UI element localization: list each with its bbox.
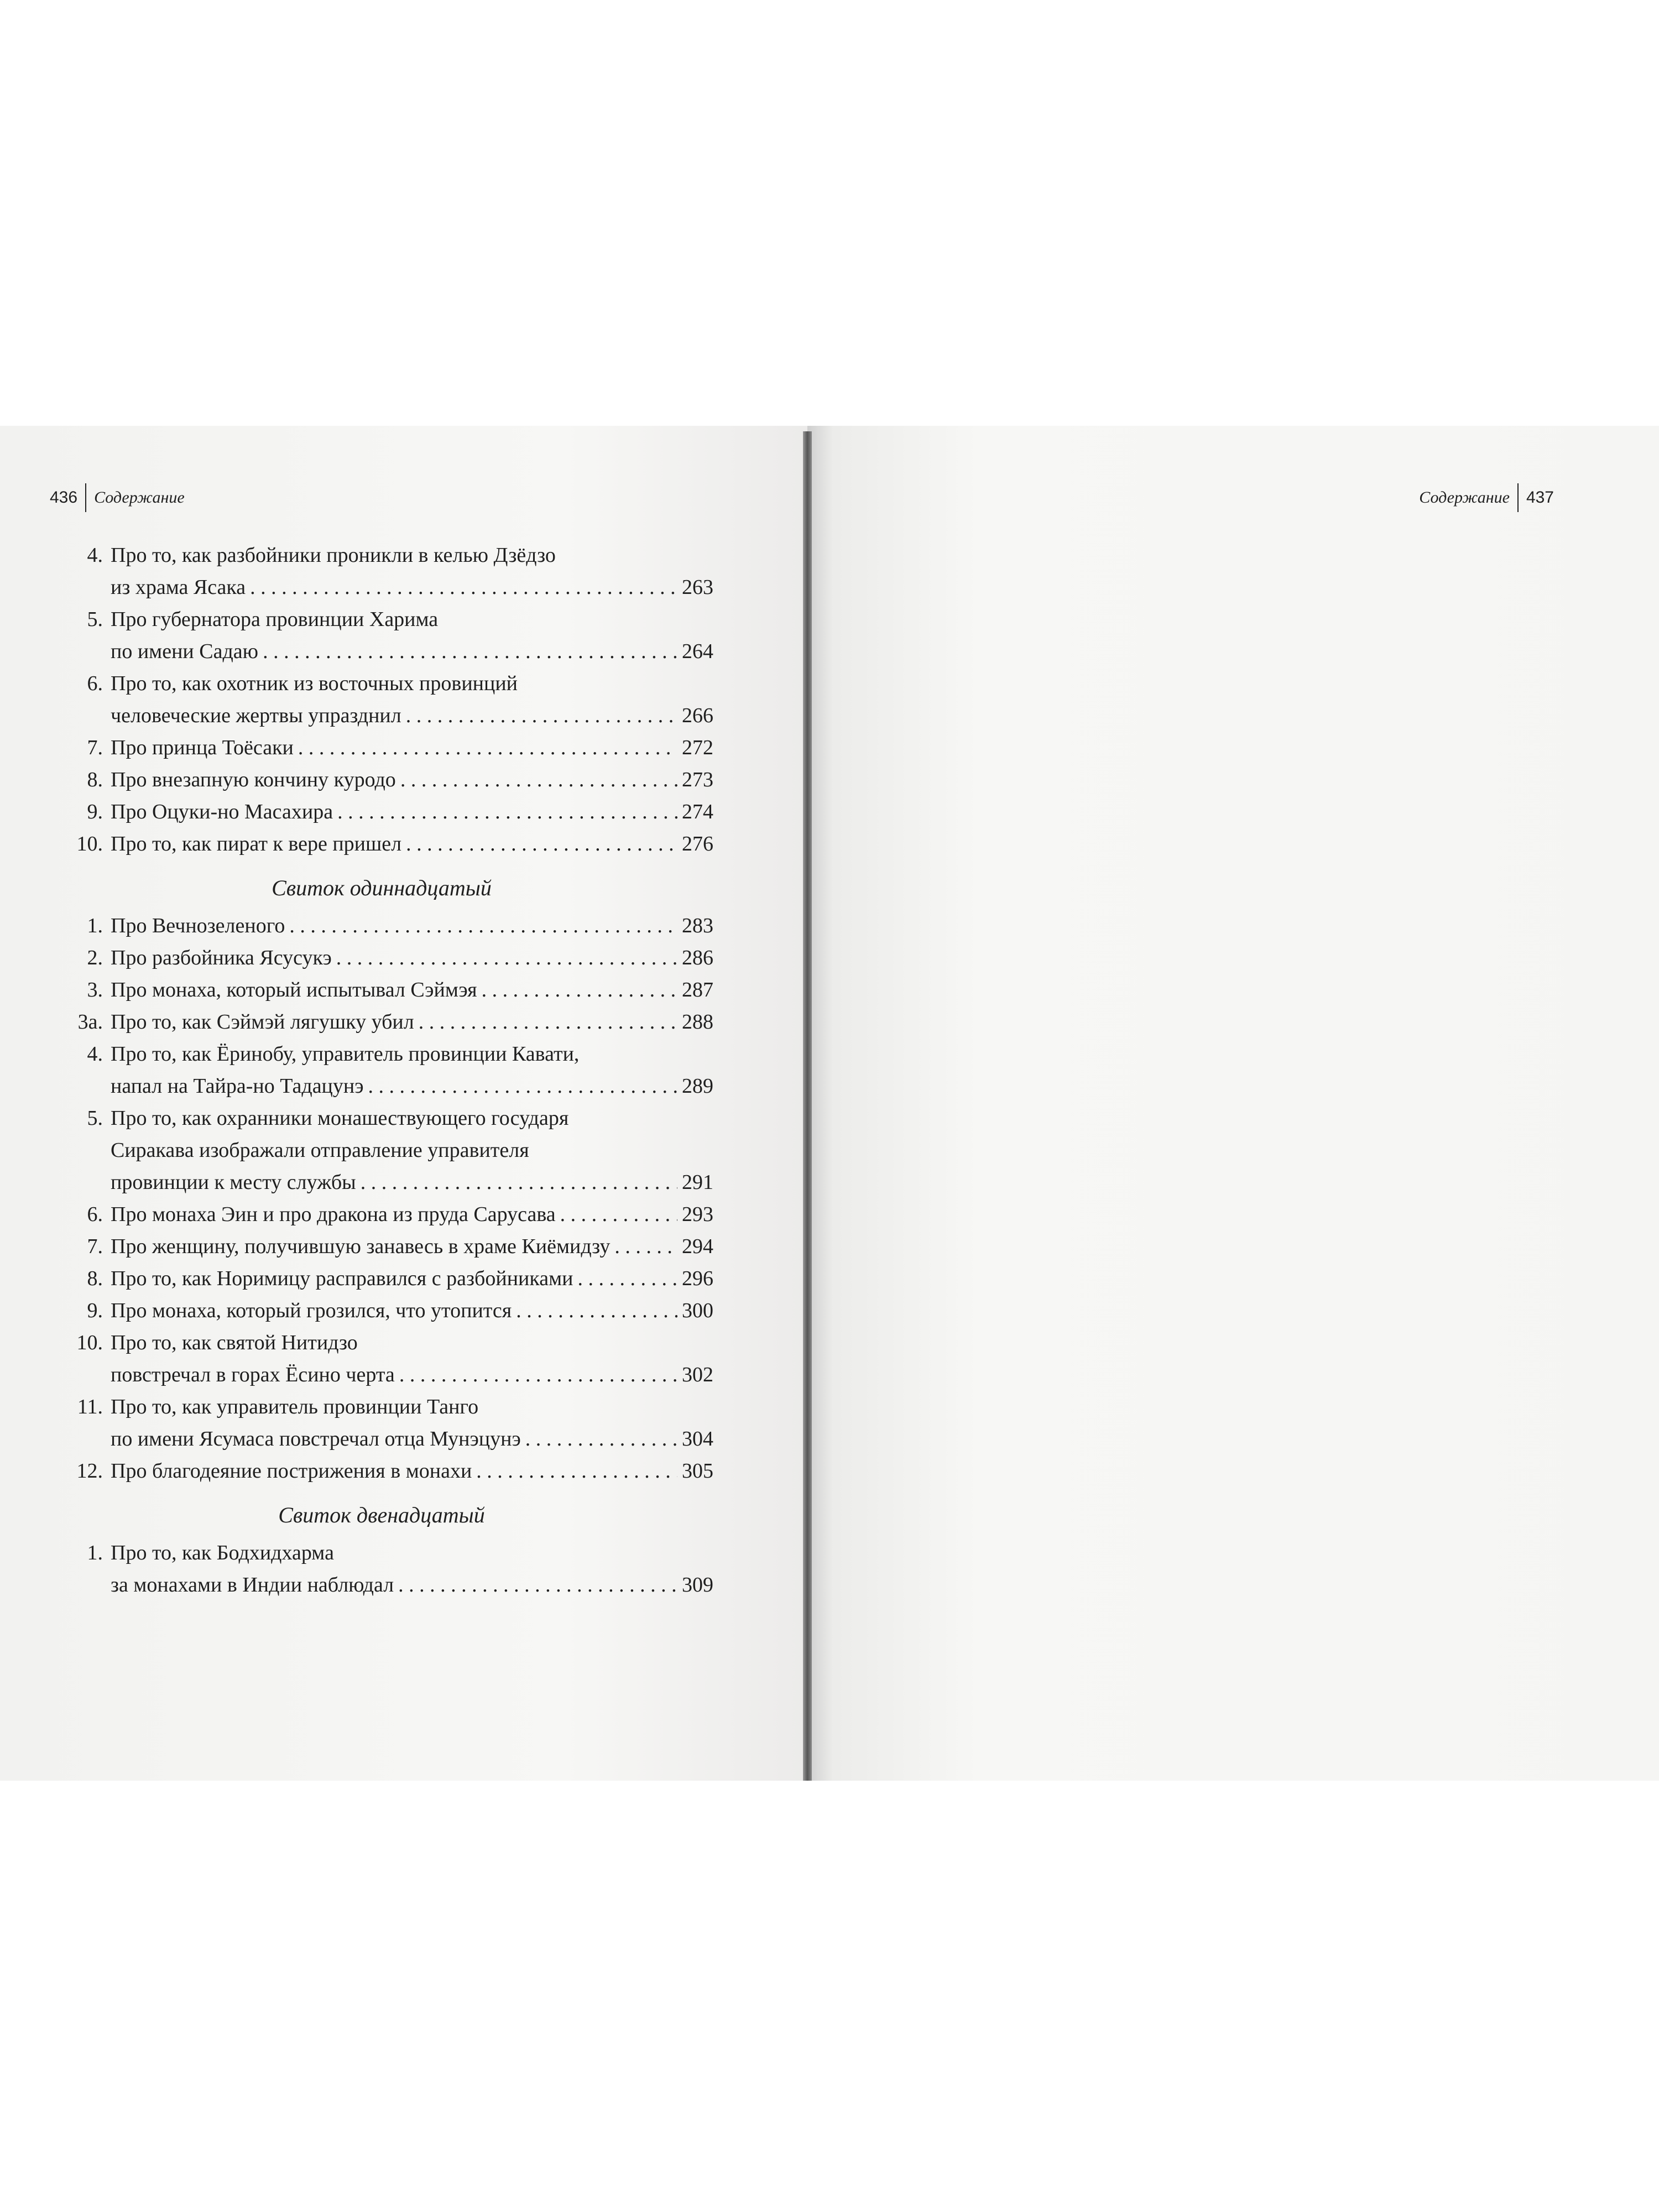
entry-number: 6. [87, 672, 103, 695]
entry-title-line: Про то, как охранники монашествующего государя [111, 1107, 569, 1130]
entry-title-line: Сиракава изображали отправление управителя [111, 1139, 529, 1162]
entry-last-line [111, 732, 713, 764]
entry-last-line [111, 1230, 713, 1262]
toc-entry [50, 1198, 713, 1230]
entry-last-line [111, 635, 713, 667]
section-heading: Свиток одиннадцатый [272, 875, 492, 900]
dot-leader [399, 1359, 677, 1391]
entry-title-line: Про монаха, который грозился, что утопится [111, 1299, 512, 1322]
entry-number: 5. [87, 608, 103, 631]
entry-title-line: Про то, как управитель провинции Танго [111, 1395, 479, 1418]
entry-last-line [111, 1295, 713, 1327]
entry-title-line: Про то, как Норимицу расправился с разбойниками [111, 1267, 573, 1290]
entry-last-line [111, 1455, 713, 1487]
dot-leader [289, 910, 677, 942]
entry-last-line [111, 1569, 713, 1601]
entry-number: 11. [77, 1395, 103, 1418]
entry-number: 8. [87, 1267, 103, 1290]
entry-page-number: 294 [682, 1235, 713, 1258]
entry-title-line: за монахами в Индии наблюдал [111, 1573, 394, 1597]
dot-leader [406, 828, 677, 860]
entry-page-number: 276 [682, 832, 713, 855]
entry-title-line: Про внезапную кончину куродо [111, 768, 396, 791]
book-gutter [803, 431, 812, 1781]
toc-entry [50, 1262, 713, 1295]
entry-number: 7. [87, 1235, 103, 1258]
entry-number: 12. [76, 1459, 103, 1483]
toc-entry [50, 910, 713, 942]
entry-number: 8. [87, 768, 103, 791]
entry-page-number: 304 [682, 1427, 713, 1451]
entry-last-line [111, 974, 713, 1006]
entry-page-number: 300 [682, 1299, 713, 1322]
entry-last-line [111, 1166, 713, 1198]
entry-title-line: напал на Тайра-но Тадацунэ [111, 1074, 364, 1098]
entry-title-line: Про то, как охотник из восточных провинций [111, 672, 518, 695]
toc-entry [50, 764, 713, 796]
dot-leader [298, 732, 677, 764]
entry-title-line: Про монаха, который испытывал Сэймэя [111, 978, 477, 1001]
entry-title-line: Про то, как разбойники проникли в келью Дзёдзо [111, 544, 556, 567]
dot-leader [516, 1295, 677, 1327]
entry-page-number: 264 [682, 640, 713, 663]
entry-number: 7. [87, 736, 103, 759]
entry-title-line: Про то, как святой Нитидзо [111, 1331, 358, 1354]
toc-entry [50, 974, 713, 1006]
book-spread [0, 426, 1659, 1781]
entry-title-line: Про принца Тоёсаки [111, 736, 294, 759]
dot-leader [578, 1262, 677, 1295]
entry-number: 2. [87, 946, 103, 969]
entry-number: 9. [87, 1299, 103, 1322]
entry-last-line [111, 1070, 713, 1102]
header-separator [1517, 483, 1519, 512]
entry-page-number: 293 [682, 1203, 713, 1226]
section-heading: Свиток двенадцатый [278, 1503, 485, 1527]
entry-last-line [111, 828, 713, 860]
entry-title-line: Про то, как Ёринобу, управитель провинции Кавати, [111, 1042, 580, 1066]
dot-leader [419, 1006, 677, 1038]
dot-leader [337, 796, 677, 828]
entry-last-line [111, 764, 713, 796]
toc-entry [50, 942, 713, 974]
left-running-title: Содержание [94, 488, 185, 507]
entry-number: 4. [87, 544, 103, 567]
right-running-title: Содержание [1419, 488, 1510, 507]
toc-entry [50, 1102, 713, 1198]
toc-entry [50, 1391, 713, 1455]
entry-title-line: по имени Ясумаса повстречал отца Мунэцунэ [111, 1427, 521, 1451]
entry-number: 1. [87, 1541, 103, 1564]
entry-last-line [111, 942, 713, 974]
entry-number: 5. [87, 1107, 103, 1130]
entry-title-line: Про Оцуки-но Масахира [111, 800, 333, 823]
entry-title-line: Про женщину, получившую занавесь в храме Киёмидзу [111, 1235, 611, 1258]
toc-entry [50, 1038, 713, 1102]
entry-page-number: 274 [682, 800, 713, 823]
dot-leader [263, 635, 677, 667]
entry-page-number: 296 [682, 1267, 713, 1290]
entry-title-line: человеческие жертвы упразднил [111, 704, 401, 727]
entry-title-line: Про Вечнозеленого [111, 914, 285, 937]
entry-number: 10. [76, 1331, 103, 1354]
toc-entry [50, 1006, 713, 1038]
entry-number: 3. [87, 978, 103, 1001]
dot-leader [614, 1230, 677, 1262]
right-page [807, 426, 1659, 1781]
header-separator [85, 483, 86, 512]
entry-page-number: 287 [682, 978, 713, 1001]
entry-title-line: по имени Садаю [111, 640, 259, 663]
entry-last-line [111, 700, 713, 732]
dot-leader [482, 974, 677, 1006]
toc-entry [50, 828, 713, 860]
dot-leader [406, 700, 677, 732]
left-toc [50, 539, 713, 1601]
toc-entry [50, 1295, 713, 1327]
entry-last-line [111, 1423, 713, 1455]
entry-page-number: 288 [682, 1010, 713, 1034]
entry-title-line: из храма Ясака [111, 576, 246, 599]
entry-last-line [111, 1198, 713, 1230]
left-page-number: 436 [50, 488, 78, 507]
entry-last-line [111, 1262, 713, 1295]
entry-page-number: 286 [682, 946, 713, 969]
entry-title-line: повстречал в горах Ёсино черта [111, 1363, 395, 1386]
entry-number: 10. [76, 832, 103, 855]
entry-title-line: провинции к месту службы [111, 1171, 356, 1194]
left-running-head [50, 481, 185, 514]
dot-leader [400, 764, 677, 796]
entry-title-line: Про то, как пират к вере пришел [111, 832, 402, 855]
toc-group [50, 539, 713, 860]
entry-title-line: Про то, как Бодхидхарма [111, 1541, 334, 1564]
entry-page-number: 305 [682, 1459, 713, 1483]
toc-entry [50, 1537, 713, 1601]
entry-title-line: Про губернатора провинции Харима [111, 608, 439, 631]
toc-entry [50, 539, 713, 603]
dot-leader [476, 1455, 677, 1487]
right-page-number: 437 [1526, 488, 1554, 507]
entry-page-number: 309 [682, 1573, 713, 1597]
dot-leader [336, 942, 677, 974]
entry-title-line: Про монаха Эин и про дракона из пруда Сарусава [111, 1203, 556, 1226]
left-page [0, 426, 807, 1781]
entry-number: 4. [87, 1042, 103, 1066]
dot-leader [361, 1166, 677, 1198]
entry-page-number: 302 [682, 1363, 713, 1386]
entry-last-line [111, 1359, 713, 1391]
toc-group [50, 910, 713, 1487]
dot-leader [525, 1423, 677, 1455]
entry-page-number: 272 [682, 736, 713, 759]
toc-group [50, 1537, 713, 1601]
entry-page-number: 263 [682, 576, 713, 599]
dot-leader [560, 1198, 677, 1230]
toc-entry [50, 603, 713, 667]
entry-last-line [111, 796, 713, 828]
dot-leader [368, 1070, 677, 1102]
toc-entry [50, 667, 713, 732]
entry-last-line [111, 910, 713, 942]
entry-title-line: Про благодеяние пострижения в монахи [111, 1459, 472, 1483]
toc-entry [50, 1327, 713, 1391]
entry-number: 9. [87, 800, 103, 823]
entry-title-line: Про то, как Сэймэй лягушку убил [111, 1010, 414, 1034]
right-running-head [1419, 481, 1554, 514]
entry-page-number: 266 [682, 704, 713, 727]
toc-entry [50, 732, 713, 764]
dot-leader [250, 571, 677, 603]
toc-entry [50, 1455, 713, 1487]
entry-number: 1. [87, 914, 103, 937]
toc-entry [50, 1230, 713, 1262]
dot-leader [398, 1569, 677, 1601]
entry-title-line: Про разбойника Ясусукэ [111, 946, 332, 969]
entry-number: 6. [87, 1203, 103, 1226]
entry-page-number: 291 [682, 1171, 713, 1194]
toc-entry [50, 796, 713, 828]
entry-page-number: 273 [682, 768, 713, 791]
entry-last-line [111, 571, 713, 603]
entry-last-line [111, 1006, 713, 1038]
entry-page-number: 289 [682, 1074, 713, 1098]
entry-page-number: 283 [682, 914, 713, 937]
entry-number: 3a. [77, 1010, 103, 1034]
